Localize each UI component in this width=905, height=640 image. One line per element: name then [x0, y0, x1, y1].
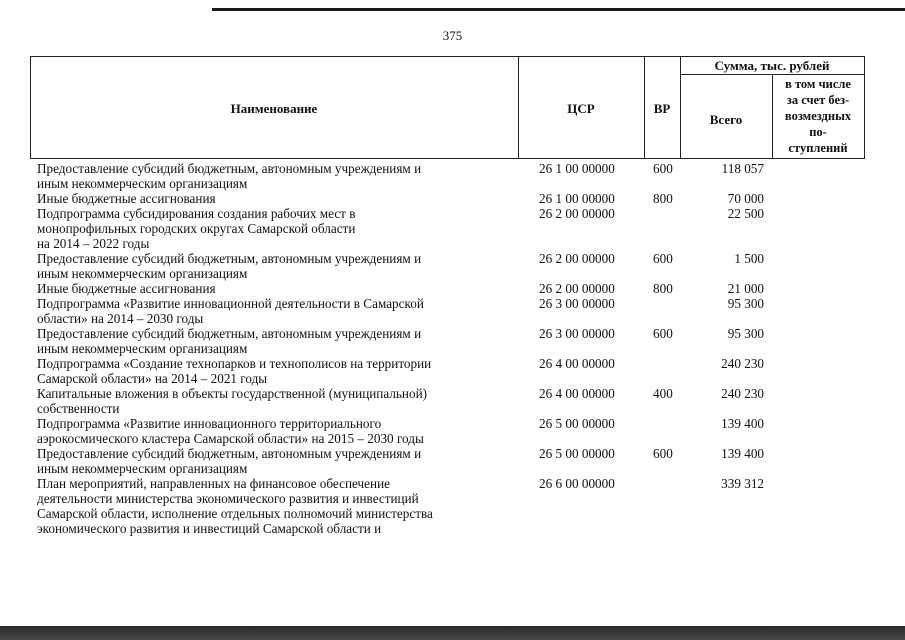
- row-csr: 26 2 00 00000: [539, 281, 615, 296]
- row-sum: 240 230: [721, 386, 764, 401]
- row-name: Предоставление субсидий бюджетным, автономным учреждениям и иным некоммерческим организациям: [37, 446, 422, 476]
- row-vr: 600: [653, 326, 673, 341]
- table-header: [30, 56, 864, 159]
- table-row: [37, 386, 837, 416]
- header-incl-free: [772, 76, 864, 156]
- header-total: Всего: [709, 112, 743, 127]
- table-row: [37, 161, 837, 191]
- table-row: [37, 251, 837, 281]
- header-bottom-border: [30, 158, 864, 159]
- row-sum: 139 400: [721, 446, 764, 461]
- table-row: [37, 296, 837, 326]
- row-name: Подпрограмма субсидирования создания рабочих мест в монопрофильных городских округах Самарской области на 2014 – 2022 годы: [37, 206, 356, 251]
- header-incl-line: по-: [809, 125, 827, 139]
- table-row: [37, 191, 837, 206]
- page-number: 375: [442, 28, 463, 43]
- table-row: [37, 281, 837, 296]
- row-vr: 400: [653, 386, 673, 401]
- row-name: Подпрограмма «Развитие инновационного территориального аэрокосмического кластера Самарской области» на 2015 – 2030 годы: [37, 416, 424, 446]
- header-csr: ЦСР: [567, 101, 595, 116]
- scan-edge-top: [212, 8, 905, 11]
- header-incl-line: ступлений: [788, 141, 848, 155]
- row-csr: 26 4 00 00000: [539, 356, 615, 371]
- table-row: [37, 446, 837, 476]
- table-row: [37, 416, 837, 446]
- row-name: Подпрограмма «Развитие инновационной деятельности в Самарской области» на 2014 – 2030 годы: [37, 296, 424, 326]
- table-row: [37, 476, 837, 536]
- row-name: Предоставление субсидий бюджетным, автономным учреждениям и иным некоммерческим организациям: [37, 326, 422, 356]
- row-vr: 600: [653, 161, 673, 176]
- header-vr: ВР: [653, 101, 671, 116]
- row-sum: 70 000: [727, 191, 764, 206]
- row-name: Капитальные вложения в объекты государственной (муниципальной) собственности: [37, 386, 428, 416]
- row-csr: 26 1 00 00000: [539, 161, 615, 176]
- row-csr: 26 3 00 00000: [539, 296, 615, 311]
- table-row: [37, 206, 837, 251]
- row-name: Предоставление субсидий бюджетным, автономным учреждениям и иным некоммерческим организациям: [37, 251, 422, 281]
- row-name: Иные бюджетные ассигнования: [37, 191, 216, 206]
- row-vr: 600: [653, 251, 673, 266]
- table-body: [37, 161, 837, 536]
- row-vr: 600: [653, 446, 673, 461]
- header-name: Наименование: [230, 101, 318, 116]
- table-row: [37, 326, 837, 356]
- row-sum: 95 300: [727, 326, 764, 341]
- row-name: План мероприятий, направленных на финансовое обеспечение деятельности министерства экономического развития и инвестиций Самарской области, исполнение отдельных полномочий министерства экономического развития и инвестиций Самарской области и: [37, 476, 433, 536]
- header-incl-line: возмездных: [784, 109, 852, 123]
- row-csr: 26 3 00 00000: [539, 326, 615, 341]
- row-vr: 800: [653, 191, 673, 206]
- scan-edge-bottom: [0, 626, 905, 640]
- row-csr: 26 2 00 00000: [539, 206, 615, 221]
- row-sum: 118 057: [721, 161, 764, 176]
- row-sum: 22 500: [727, 206, 764, 221]
- row-name: Иные бюджетные ассигнования: [37, 281, 216, 296]
- header-incl-line: в том числе: [785, 77, 851, 91]
- row-sum: 95 300: [727, 296, 764, 311]
- row-csr: 26 1 00 00000: [539, 191, 615, 206]
- row-name: Подпрограмма «Создание технопарков и технополисов на территории Самарской области» на 2014 – 2021 годы: [37, 356, 432, 386]
- row-csr: 26 2 00 00000: [539, 251, 615, 266]
- row-sum: 139 400: [721, 416, 764, 431]
- row-vr: 800: [653, 281, 673, 296]
- row-csr: 26 4 00 00000: [539, 386, 615, 401]
- row-sum: 339 312: [721, 476, 764, 491]
- row-csr: 26 6 00 00000: [539, 476, 615, 491]
- header-top-border: [30, 56, 864, 57]
- row-sum: 21 000: [727, 281, 764, 296]
- row-csr: 26 5 00 00000: [539, 446, 615, 461]
- table-row: [37, 356, 837, 386]
- sum-subheader-line: [680, 74, 864, 75]
- header-sum-title: Сумма, тыс. рублей: [714, 58, 830, 73]
- row-name: Предоставление субсидий бюджетным, автономным учреждениям и иным некоммерческим организациям: [37, 161, 422, 191]
- header-incl-line: за счет без-: [786, 93, 850, 107]
- header-right-border: [864, 56, 865, 159]
- row-sum: 240 230: [721, 356, 764, 371]
- row-sum: 1 500: [734, 251, 764, 266]
- row-csr: 26 5 00 00000: [539, 416, 615, 431]
